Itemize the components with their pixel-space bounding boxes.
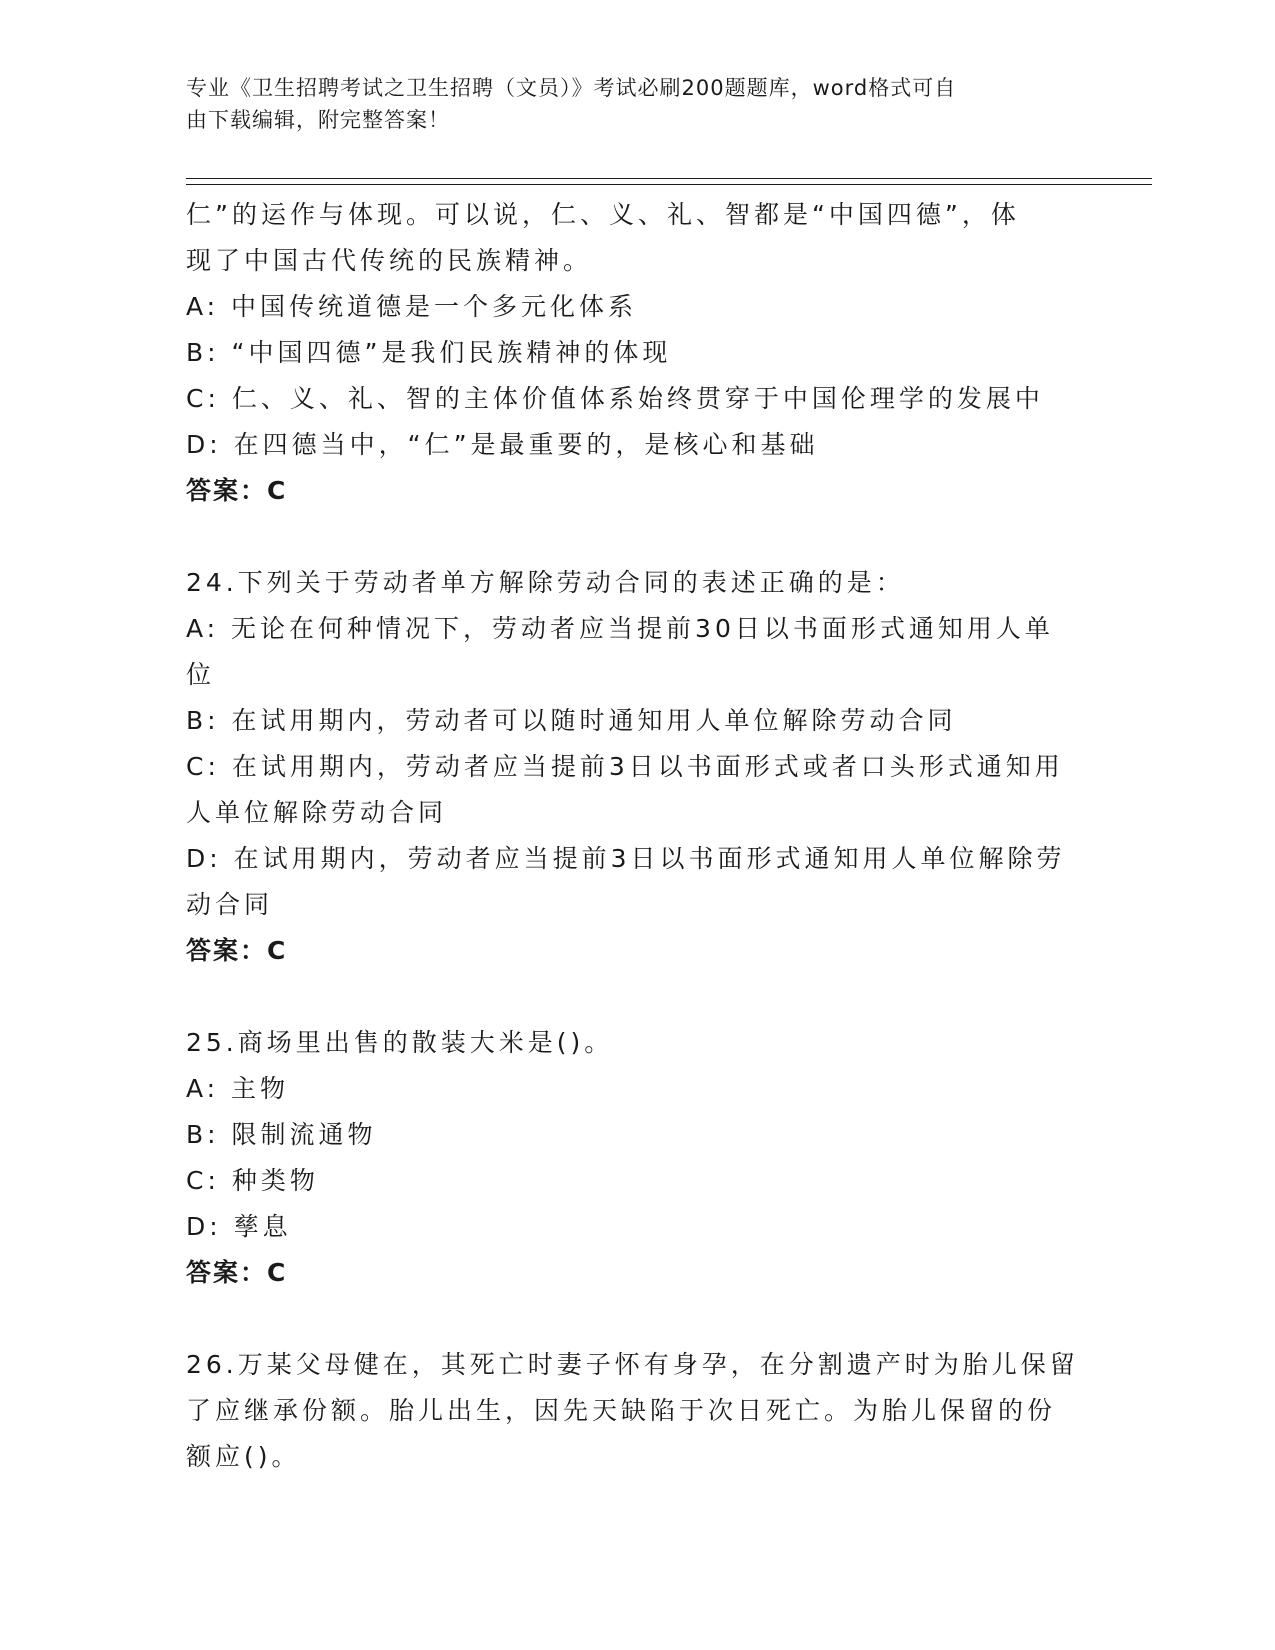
paragraph-gap [186,974,1076,1020]
q23-option-c: C: 仁、义、礼、智的主体价值体系始终贯穿于中国伦理学的发展中 [186,384,1044,413]
q23-option-d: D: 在四德当中，“仁”是最重要的，是核心和基础 [186,430,819,459]
q24-option-c-line2: 人单位解除劳动合同 [186,798,448,827]
q25-option-b: B: 限制流通物 [186,1120,377,1149]
header-line-1: 专业《卫生招聘考试之卫生招聘（文员）》考试必刷200题题库，word格式可自 [186,76,957,100]
paragraph-gap [186,514,1076,560]
q24-stem: 24.下列关于劳动者单方解除劳动合同的表述正确的是： [186,568,905,597]
q23-option-b: B: “中国四德”是我们民族精神的体现 [186,338,672,367]
q25-option-c: C: 种类物 [186,1166,319,1195]
q24-option-d-line2: 动合同 [186,890,274,919]
q25-stem: 25.商场里出售的散装大米是()。 [186,1028,614,1057]
q23-stem-cont-line1: 仁”的运作与体现。可以说，仁、义、礼、智都是“中国四德”，体 [186,200,1020,229]
q24-option-d-line1: D: 在试用期内，劳动者应当提前3日以书面形式通知用人单位解除劳 [186,844,1066,873]
q26-stem-line1: 26.万某父母健在，其死亡时妻子怀有身孕，在分割遗产时为胎儿保留 [186,1350,1079,1379]
q25-answer: 答案：C [186,1258,288,1287]
q24-option-c-line1: C: 在试用期内，劳动者应当提前3日以书面形式或者口头形式通知用 [186,752,1064,781]
q25-option-a: A: 主物 [186,1074,290,1103]
q23-stem-cont-line2: 现了中国古代传统的民族精神。 [186,246,593,275]
q24-answer: 答案：C [186,936,288,965]
q23-option-a: A: 中国传统道德是一个多元化体系 [186,292,638,321]
q24-option-a-line2: 位 [186,660,216,689]
paragraph-gap [186,1296,1076,1342]
q25-option-d: D: 孳息 [186,1212,292,1241]
header-rule-top [186,178,1152,179]
header-line-2: 由下载编辑，附完整答案！ [186,108,450,132]
q24-option-b: B: 在试用期内，劳动者可以随时通知用人单位解除劳动合同 [186,706,957,735]
q26-stem-line2: 了应继承份额。胎儿出生，因先天缺陷于次日死亡。为胎儿保留的份 [186,1396,1057,1425]
header-rule-bottom [186,184,1152,185]
page-header [186,72,1066,136]
q26-stem-line3: 额应()。 [186,1442,301,1471]
document-body [186,192,1079,1480]
q24-option-a-line1: A: 无论在何种情况下，劳动者应当提前30日以书面形式通知用人单 [186,614,1054,643]
q23-answer: 答案：C [186,476,288,505]
